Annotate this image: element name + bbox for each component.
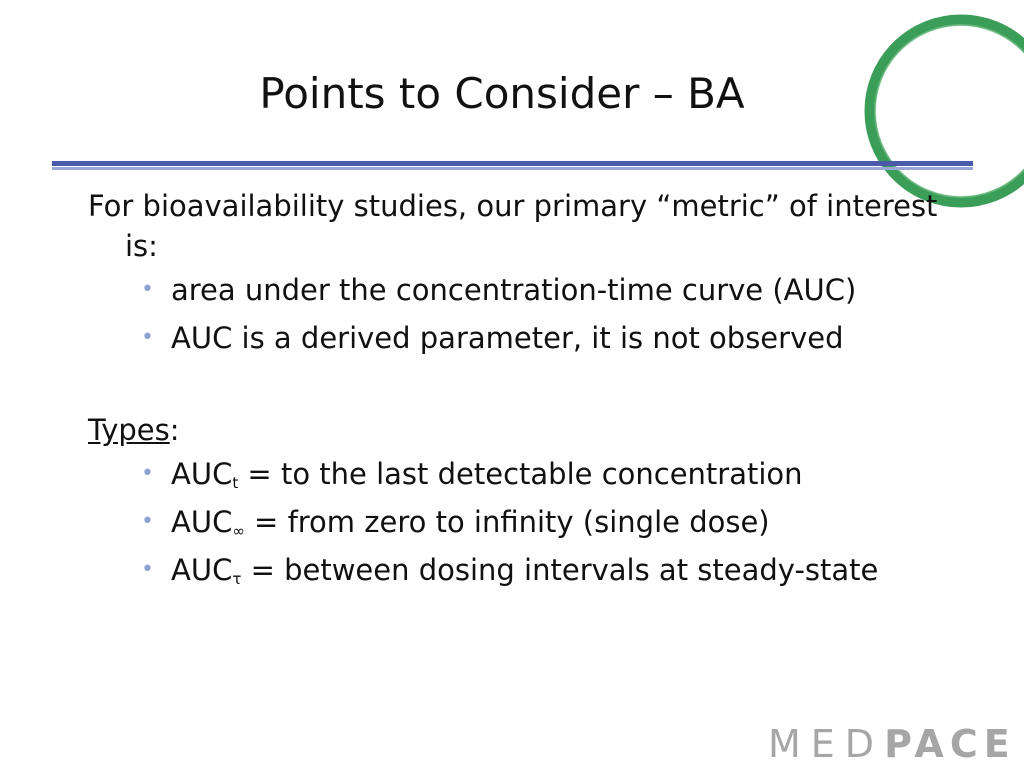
auc-subscript: ∞ xyxy=(232,522,245,540)
bullet-dot-icon: • xyxy=(141,461,154,486)
medpace-logo xyxy=(768,722,1016,768)
slide-body xyxy=(88,186,948,598)
bullet-item xyxy=(141,270,948,310)
bullet-text: = from zero to infinity (single dose) xyxy=(244,505,770,539)
slide-title: Points to Consider – BA xyxy=(259,69,745,118)
bullet-item xyxy=(141,454,948,494)
bullet-dot-icon: • xyxy=(141,509,154,534)
bullet-dot-icon: • xyxy=(141,277,154,302)
logo-text-bold: PACE xyxy=(884,722,1016,766)
logo-text-light: MED xyxy=(768,722,885,766)
bullet-text: area under the concentration-time curve (AUC) xyxy=(171,273,857,307)
bullet-text: = between dosing intervals at steady-state xyxy=(241,553,879,587)
types-colon: : xyxy=(169,413,180,447)
bullet-item xyxy=(141,550,948,590)
types-heading xyxy=(88,410,948,450)
types-bullet-list xyxy=(88,454,948,590)
auc-subscript: τ xyxy=(232,570,242,588)
bullet-text: AUC is a derived parameter, it is not observed xyxy=(171,321,844,355)
title-divider xyxy=(52,161,973,171)
intro-bullet-list xyxy=(88,270,948,358)
intro-paragraph: For bioavailability studies, our primary “metric” of interest is: xyxy=(88,189,938,263)
bullet-item xyxy=(141,318,948,358)
auc-label: AUC xyxy=(171,505,233,539)
bullet-text: = to the last detectable concentration xyxy=(238,457,803,491)
auc-subscript: t xyxy=(232,474,239,492)
auc-label: AUC xyxy=(171,553,233,587)
types-label: Types xyxy=(88,413,170,447)
auc-label: AUC xyxy=(171,457,233,491)
bullet-dot-icon: • xyxy=(141,325,154,350)
bullet-item xyxy=(141,502,948,542)
bullet-dot-icon: • xyxy=(141,557,154,582)
